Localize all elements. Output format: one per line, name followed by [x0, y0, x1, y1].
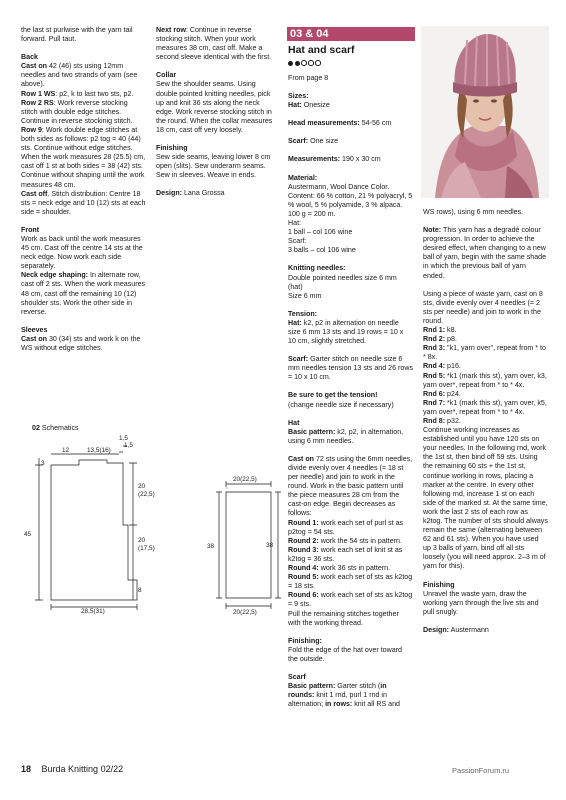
design-credit: Design: Lana Grossa — [156, 189, 225, 198]
paragraph: WS rows), using 6 mm needles. — [423, 208, 524, 216]
tension-note: Be sure to get the tension! (change needle size if necessary) — [288, 391, 394, 409]
difficulty-dot-empty — [301, 60, 307, 66]
dim-sleeve-bottom: 20(22,5) — [233, 609, 257, 616]
schematics-diagram — [21, 430, 281, 620]
difficulty-dot-filled — [288, 61, 293, 66]
measurements: Measurements: 190 x 30 cm — [288, 155, 381, 164]
finishing-instructions: Sew side seams, leaving lower 8 cm open (slits). Sew underarm seams. Sew in sleeves. Weave in ends. — [156, 153, 271, 180]
collar-instructions: Sew the shoulder seams. Using double pointed knitting needles, pick up and knit 36 sts along the neck edge. Work reverse stocking stitch in the round. When the collar measures 18 cm, cast off very loosely. — [156, 80, 273, 134]
sleeve-schematic — [226, 492, 274, 598]
tension-hat: Hat: k2, p2 in alternation on needle size 6 mm 13 sts and 19 rows = 10 x 10 cm, slightly stretched. — [288, 318, 404, 346]
difficulty-dot-empty — [308, 60, 314, 66]
column-2 — [156, 26, 279, 208]
size-hat: Hat: Onesize — [288, 101, 330, 110]
dim-sleeve-right-label: 38 — [266, 542, 274, 549]
section-heading-sleeves: Sleeves — [21, 325, 48, 334]
next-row-instructions: Next row: Continue in reverse stocking stitch. When your work measures 38 cm, cast off. Make a second sleeve identical with the first. — [156, 26, 272, 62]
section-heading-hat-finishing: Finishing: — [288, 636, 322, 645]
section-heading-material: Material: — [288, 173, 318, 182]
section-heading-scarf-finishing: Finishing — [423, 580, 455, 589]
note: Note: This yarn has a degradé colour progression. In order to achieve the desired effect, when changing to a new ball of yarn, begin with the same shade in which the previous ball of yarn ended. — [423, 226, 547, 280]
dim-top-2: 1,5 — [124, 442, 133, 449]
photo-illustration — [421, 26, 549, 198]
issue-number: 02/22 — [100, 764, 124, 774]
scarf-finishing-text: Unravel the waste yarn, draw the working yarn through the live sts and pull snugly. — [423, 589, 539, 616]
dim-sleeve-left: 38 — [207, 543, 215, 550]
column-4 — [423, 208, 548, 644]
column-3 — [288, 74, 413, 718]
column-1 — [21, 26, 146, 362]
pattern-number: 03 & 04 — [290, 28, 329, 40]
scarf-basic-pattern: Basic pattern: Garter stitch (in rounds: knit 1 rnd, purl 1 rnd in alternation; in rows: knit all RS and — [288, 682, 400, 709]
section-heading-sizes: Sizes: — [288, 92, 309, 101]
design-credit: Design: Austermann — [423, 625, 489, 634]
back-instructions: Cast on 42 (46) sts using 12mm needles and two strands of yarn (see above). Row 1 WS: p2, k to last two sts, p2. Row 2 RS: Work reverse stocking stitch with double edge stitches. Continue in reverse stockinig stitch. Row 9: Work double edge stitches at both sides as follows: p2 tog = 40 (44) sts. Continue without edge stitches. When the work measures 28 (25.5) cm, cast off 1 st at both sides = 38 (42) sts. Continue without shaping until the work measures 48 cm. Cast off. Stitch distribution: Centre 18 sts = neck edge and 10 (12) sts at each side = shoulder. — [21, 62, 146, 216]
pattern-number-bar — [287, 27, 415, 41]
hat-instructions: Cast on 72 sts using the 6mm needles, divide evenly over 4 needles (= 18 st per needle) and join to work in the round. Work in the basic pattern until the piece measures 28 cm from the cast-on edge. Begin decreases as follows: Round 1: work each set of purl st as p2tog = 54 sts. Round 2: work the 54 sts in pattern. Round 3: work each set of knit st as k2tog = 36 sts. Round 4: work 36 sts in pattern. Round 5: work each set of sts as k2tog = 18 sts. Round 6: work each set of sts as k2tog = 9 sts. Pull the remaining stitches together with the working thread. — [288, 454, 413, 627]
scarf-instructions: Using a piece of waste yarn, cast on 8 sts, divide evenly over 4 needles (= 2 sts per needle) and join to work in the round. Rnd 1: k8. Rnd 2: p8. Rnd 3: "k1, yarn over", repeat from * to * 8x. Rnd 4: p16. Rnd 5: *k1 (mark this st), yarn over, k3, yarn over*, repeat from * to * 4x. Rnd 6: p24. Rnd 7: *k1 (mark this st), yarn over, k5, yarn over*, repeat from * to * 4x. Rnd 8: p32. Continue working increases as established until you have 120 sts on your needles. In the following rnd, work the 1st st, then bind off 59 sts. Using the remaining 60 sts + the 1st st, continue working in rows, placing a marker at the centre. In every other following rnd, increase 1 st on each side of the marked st. At the same time, work the last 2 sts of each row as k2tog. The number of sts should always remain the same (alternating between 62 and 61 sts). When you have used up 3 balls of yarn, bind off all sts loosely (you will need approx. 2–3 m of yarn for this). — [423, 289, 548, 571]
size-head: Head measurements: 54-56 cm — [288, 119, 392, 128]
material-text: Austermann, Wool Dance Color. Content: 66 % cotton, 21 % polyacryl, 5 % wool, 5 % polyamide, 3 % alpaca. 100 g = 200 m. Hat: 1 ball – col 106 wine Scarf: 3 balls – col 106 wine — [288, 182, 413, 255]
difficulty-rating — [288, 59, 322, 68]
magazine-name: Burda Knitting — [41, 764, 99, 774]
from-page: From page 8 — [288, 74, 329, 82]
dim-neck-width: 12 — [62, 447, 70, 454]
size-scarf: Scarf: One size — [288, 137, 339, 146]
pattern-title: Hat and scarf — [288, 44, 355, 56]
section-heading-hat: Hat — [288, 418, 300, 427]
schematics-label: 02 Schematics — [32, 424, 79, 432]
tension-scarf: Scarf: Garter stitch on needle size 6 mm needles tension 13 sts and 26 rows = 10 x 10 cm. — [288, 355, 413, 382]
dim-middle-height-alt: (17,5) — [138, 545, 155, 552]
section-heading-back: Back — [21, 53, 38, 62]
watermark: PassionForum.ru — [452, 766, 510, 775]
dim-upper-height-alt: (22,5) — [138, 491, 155, 498]
hat-basic-pattern: Basic pattern: k2, p2, in alternation, using 6 mm needles. — [288, 427, 404, 445]
section-heading-finishing: Finishing — [156, 144, 188, 153]
needles-text: Double pointed needles size 6 mm (hat) Size 6 mm — [288, 273, 397, 300]
section-heading-front: Front — [21, 225, 40, 234]
dim-neck-depth: 3 — [41, 460, 45, 467]
section-heading-scarf: Scarf — [288, 672, 306, 681]
dim-shoulder-width: 13,5(16) — [87, 447, 111, 454]
paragraph: the last st purlwise with the yarn tail forward. Pull taut. — [21, 26, 133, 44]
dim-sleeve-top: 20(22,5) — [233, 476, 257, 483]
model-photo — [421, 26, 549, 198]
dim-top-1: 1,5 — [119, 435, 128, 442]
hat-finishing-text: Fold the edge of the hat over toward the outside. — [288, 645, 402, 663]
section-heading-collar: Collar — [156, 71, 177, 80]
section-heading-tension: Tension: — [288, 309, 318, 318]
dim-slit-height: 8 — [138, 587, 142, 594]
page-number: 18 — [21, 764, 32, 774]
dim-bottom-width: 28,5(31) — [81, 608, 105, 615]
difficulty-dot-filled — [295, 61, 300, 66]
dim-upper-height: 20 — [138, 483, 146, 490]
dim-total-height: 45 — [24, 531, 32, 538]
dim-middle-height: 20 — [138, 537, 146, 544]
difficulty-dot-empty — [315, 60, 321, 66]
sleeves-instructions: Cast on 30 (34) sts and work k on the WS without edge stitches. — [21, 334, 141, 352]
page-footer — [21, 764, 123, 775]
body-schematic — [51, 460, 137, 600]
section-heading-needles: Knitting needles: — [288, 264, 346, 273]
front-instructions: Work as back until the work measures 45 cm. Cast off the centre 14 sts at the neck edge. Now work each side separately. Neck edge shaping: In alternate row, cast off 2 sts. When the work measures 48 cm, cast off the remaining 10 (12) shoulder sts. Work the other side in reverse. — [21, 234, 146, 316]
